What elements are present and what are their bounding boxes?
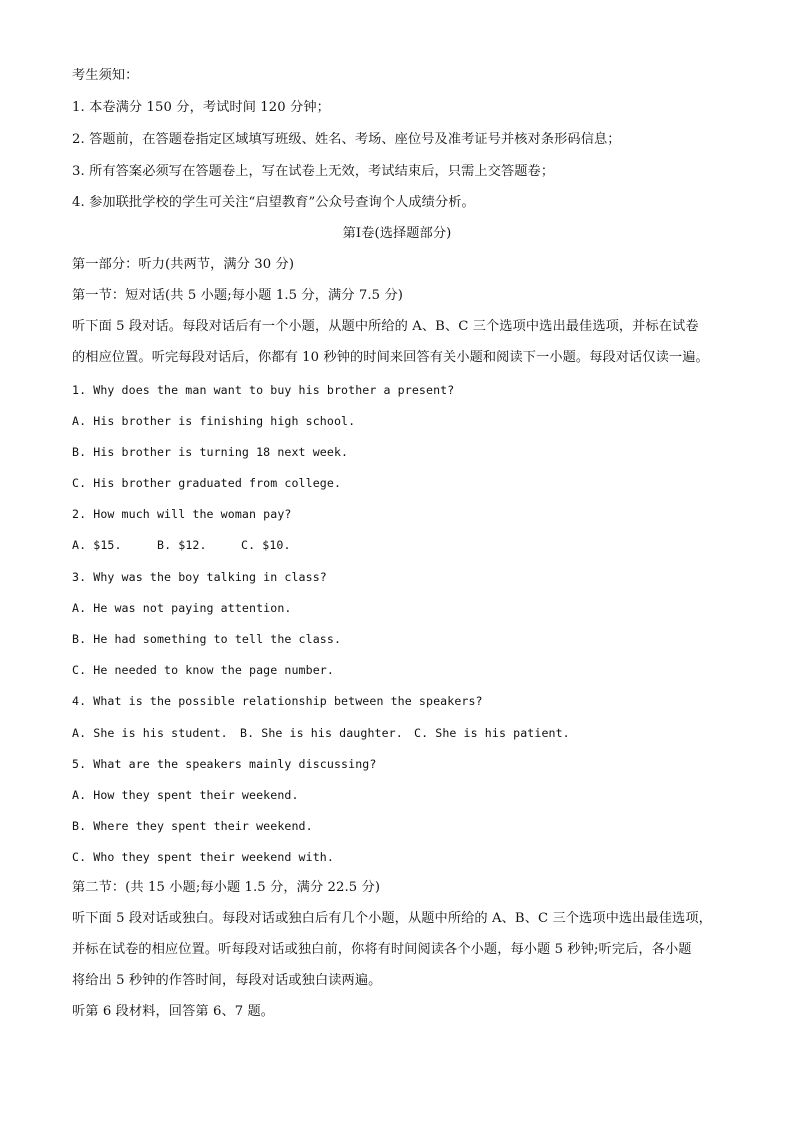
section-title: 第一节：短对话(共 5 小题;每小题 1.5 分，满分 7.5 分) xyxy=(72,288,403,303)
question-stem: 3. Why was the boy talking in class? xyxy=(72,570,327,584)
answer-option: A. He was not paying attention. xyxy=(72,601,292,615)
part-title: 第一部分：听力(共两节，满分 30 分) xyxy=(72,257,295,272)
notice-heading: 考生须知： xyxy=(72,68,139,83)
answer-options-row xyxy=(72,536,291,554)
answer-option: A. How they spent their weekend. xyxy=(72,788,299,802)
answer-option: A. $15. xyxy=(72,538,122,552)
answer-option: B. He had something to tell the class. xyxy=(72,632,342,646)
question-stem: 5. What are the speakers mainly discussing? xyxy=(72,757,377,771)
answer-option: B. His brother is turning 18 next week. xyxy=(72,445,349,459)
answer-option: C. $10. xyxy=(241,538,291,552)
answer-option: C. Who they spent their weekend with. xyxy=(72,850,334,864)
answer-option: A. His brother is finishing high school. xyxy=(72,414,356,428)
answer-options-row xyxy=(72,724,570,742)
answer-option: A. She is his student. xyxy=(72,726,228,740)
answer-option: B. She is his daughter. xyxy=(240,726,403,740)
answer-option: C. He needed to know the page number. xyxy=(72,663,334,677)
answer-option: C. His brother graduated from college. xyxy=(72,476,342,490)
section-instructions-line: 将给出 5 秒钟的作答时间，每段对话或独白读两遍。 xyxy=(72,973,382,988)
section-instructions-line: 并标在试卷的相应位置。听每段对话或独白前，你将有时间阅读各个小题，每小题 5 秒钟;听完后，各小题 xyxy=(72,942,692,957)
notice-item: 2. 答题前，在答题卷指定区域填写班级、姓名、考场、座位号及准考证号并核对条形码信息； xyxy=(72,132,621,147)
section-title: 第二节：(共 15 小题;每小题 1.5 分，满分 22.5 分) xyxy=(72,880,381,895)
section-instructions-line: 听下面 5 段对话或独白。每段对话或独白后有几个小题，从题中所给的 A、B、C 三个选项中选出最佳选项， xyxy=(72,911,712,926)
question-stem: 1. Why does the man want to buy his brother a present? xyxy=(72,383,455,397)
question-stem: 2. How much will the woman pay? xyxy=(72,507,292,521)
material-prompt: 听第 6 段材料，回答第 6、7 题。 xyxy=(72,1004,275,1019)
notice-item: 3. 所有答案必须写在答题卷上，写在试卷上无效，考试结束后，只需上交答题卷； xyxy=(72,164,555,179)
notice-item: 1. 本卷满分 150 分，考试时间 120 分钟； xyxy=(72,100,330,115)
answer-option: B. Where they spent their weekend. xyxy=(72,819,313,833)
answer-option: C. She is his patient. xyxy=(414,726,570,740)
question-stem: 4. What is the possible relationship between the speakers? xyxy=(72,694,483,708)
notice-item: 4. 参加联批学校的学生可关注“启望教育”公众号查询个人成绩分析。 xyxy=(72,195,475,210)
answer-option: B. $12. xyxy=(157,538,207,552)
section-instructions-line: 听下面 5 段对话。每段对话后有一个小题，从题中所给的 A、B、C 三个选项中选出最佳选项，并标在试卷 xyxy=(72,319,699,334)
volume-title: 第Ⅰ卷(选择题部分) xyxy=(342,226,452,241)
section-instructions-line: 的相应位置。听完每段对话后，你都有 10 秒钟的时间来回答有关小题和阅读下一小题。每段对话仅读一遍。 xyxy=(72,350,709,365)
